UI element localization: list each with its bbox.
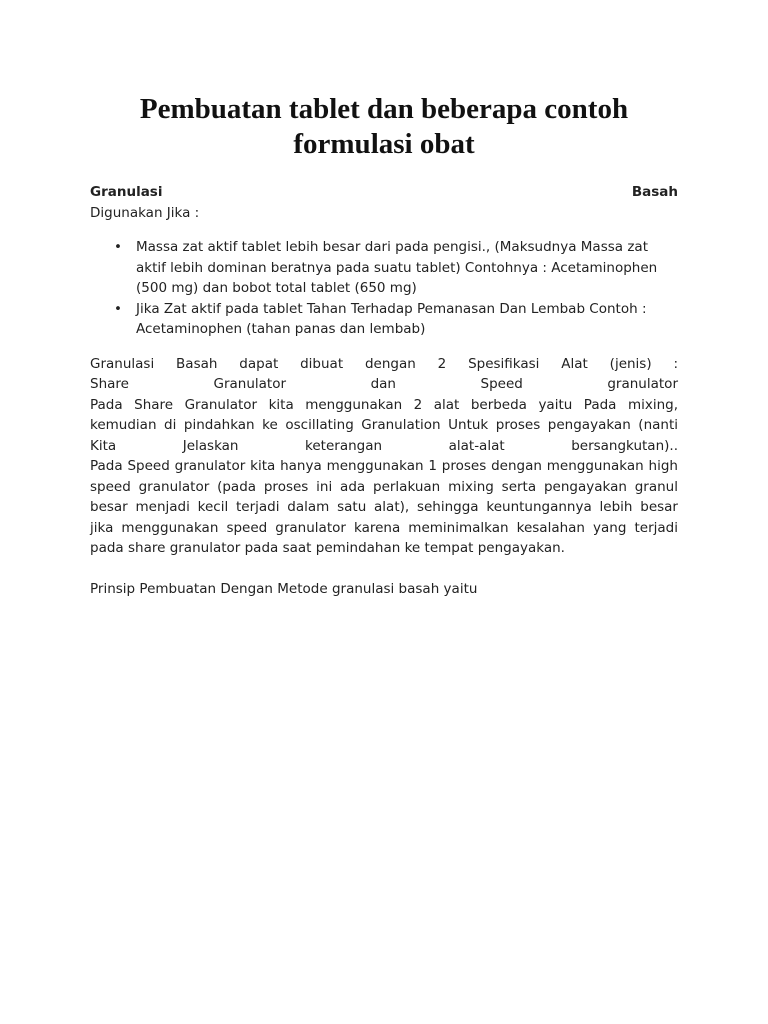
paragraph-line: speed granulator (pada proses ini ada perlakuan mixing serta pengayakan granul [90,478,678,495]
bullet-list [90,237,678,340]
document-page [90,92,678,599]
section-heading-right: Basah [631,184,678,200]
section-heading-left: Granulasi [90,184,163,200]
paragraph-line: kemudian di pindahkan ke oscillating Granulation Untuk proses pengayakan (nanti [90,417,678,433]
bullet-line: Acetaminophen (tahan panas dan lembab) [136,321,426,337]
paragraph-line: pada share granulator pada saat pemindahan ke tempat pengayakan. [90,540,565,556]
list-item [114,237,678,299]
document-title [90,92,678,162]
bullet-line: (500 mg) dan bobot total tablet (650 mg) [136,280,417,296]
paragraph-line: Kita Jelaskan keterangan alat-alat bersangkutan).. [90,437,678,454]
paragraph-line: besar menjadi kecil terjadi dalam satu alat), sehingga keuntungannya lebih besar [90,499,678,515]
paragraph-line: Granulasi Basah dapat dibuat dengan 2 Spesifikasi Alat (jenis) : [90,355,678,372]
bullet-icon: • [114,239,122,255]
paragraph-line: jika menggunakan speed granulator karena meminimalkan kesalahan yang terjadi [90,519,678,536]
bullet-line: aktif lebih dominan beratnya pada suatu tablet) Contohnya : Acetaminophen [136,259,658,276]
section-heading [90,182,678,203]
paragraph-line: Pada Speed granulator kita hanya menggunakan 1 proses dengan menggunakan high [90,458,678,474]
intro-text: Digunakan Jika : [90,204,200,221]
closing-text: Prinsip Pembuatan Dengan Metode granulasi basah yaitu [90,580,478,597]
paragraph-line: Share Granulator dan Speed granulator [90,376,678,392]
bullet-icon: • [114,300,122,317]
spacer [90,559,678,579]
document-body [90,182,678,599]
list-item [114,299,678,340]
bullet-line: Jika Zat aktif pada tablet Tahan Terhadap Pemanasan Dan Lembab Contoh : [136,300,647,317]
paragraph-line: Pada Share Granulator kita menggunakan 2 alat berbeda yaitu Pada mixing, [90,396,678,413]
title-line-1: Pembuatan tablet dan beberapa contoh [139,93,629,125]
main-paragraph [90,354,678,559]
bullet-line: Massa zat aktif tablet lebih besar dari pada pengisi., (Maksudnya Massa zat [136,239,648,255]
title-line-2: formulasi obat [293,128,475,160]
